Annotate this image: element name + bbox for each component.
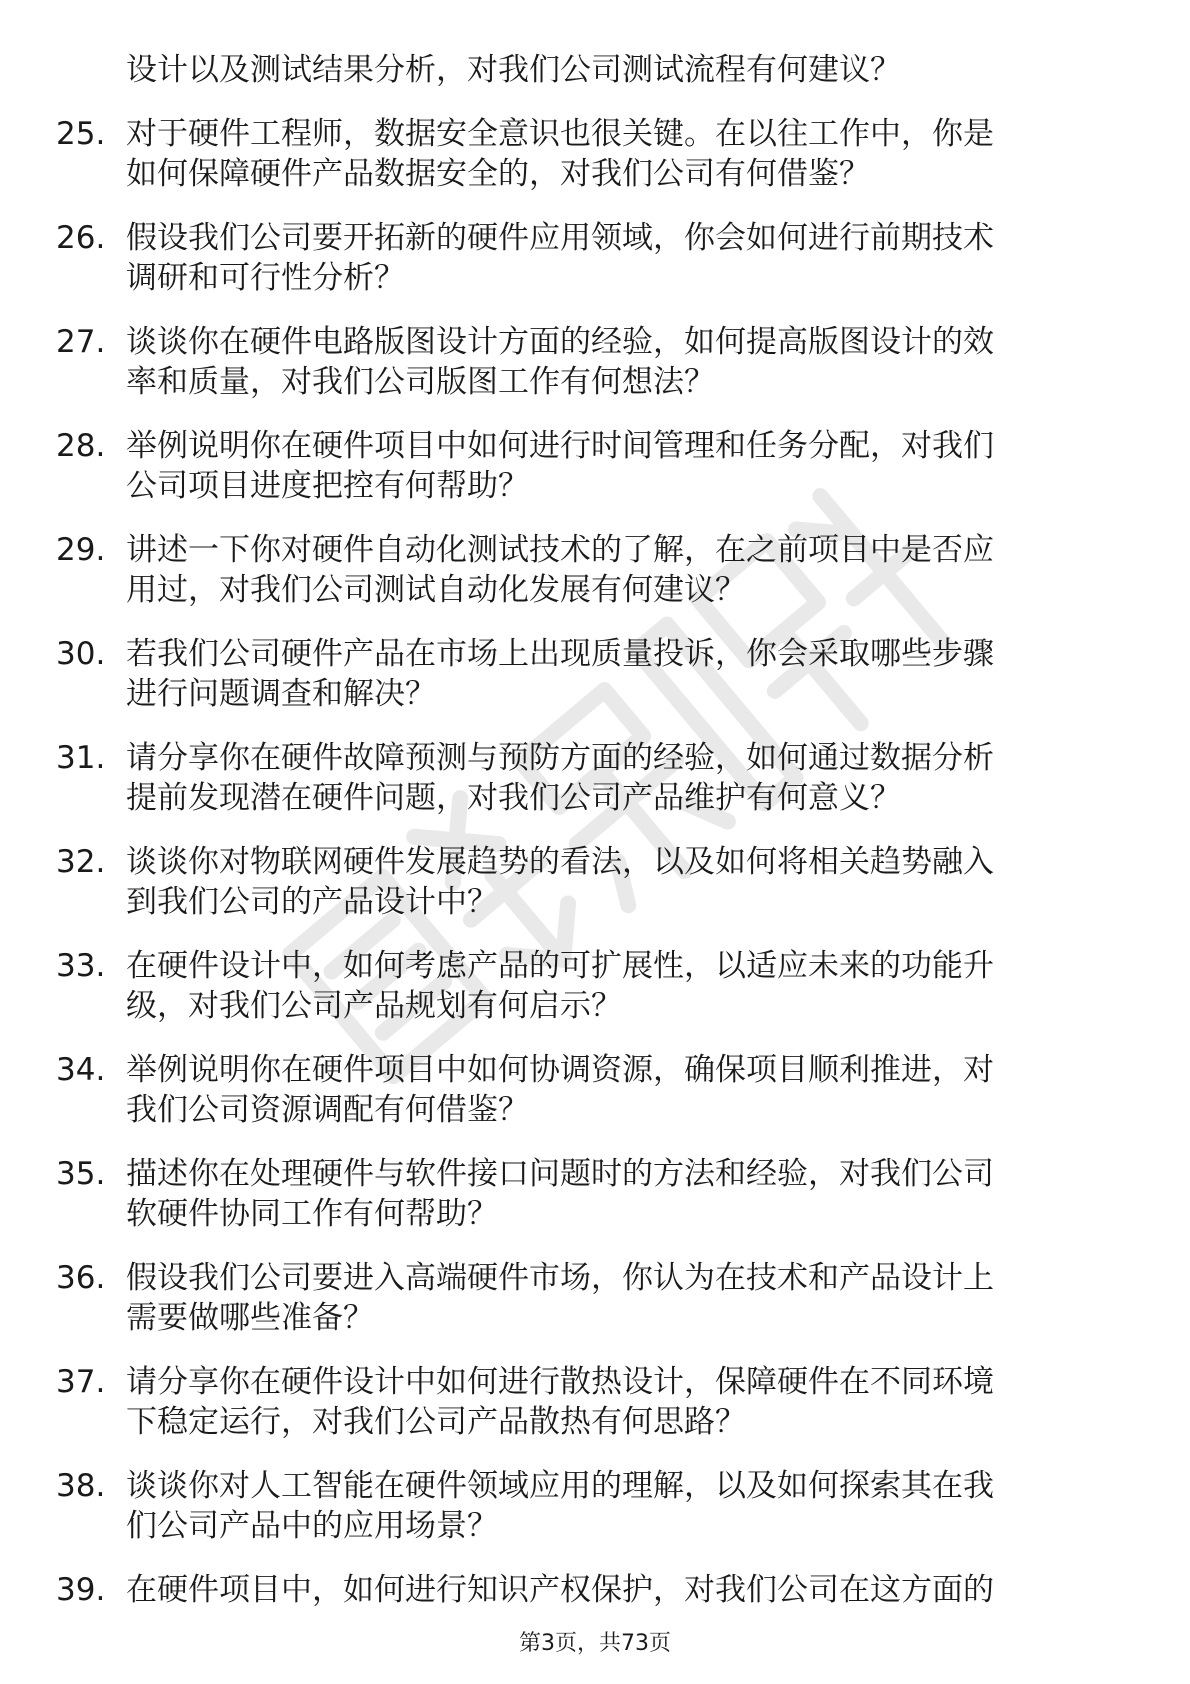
question-number: 31. [56,740,106,776]
question-text [126,530,1116,610]
question-line: 们公司产品中的应用场景？ [126,1508,498,1544]
question-text [126,1154,1116,1234]
question-line: 调研和可行性分析？ [126,260,405,296]
question-line: 率和质量，对我们公司版图工作有何想法？ [126,364,715,400]
question-line: 举例说明你在硬件项目中如何进行时间管理和任务分配，对我们 [126,428,994,464]
question-line: 描述你在处理硬件与软件接口问题时的方法和经验，对我们公司 [126,1156,994,1192]
question-number: 35. [56,1156,106,1192]
question-number: 39. [56,1572,106,1608]
question-text [126,738,1116,818]
list-item [56,114,1116,194]
question-text [126,1258,1116,1338]
question-text [126,114,1116,194]
question-number: 27. [56,324,106,360]
question-number: 30. [56,636,106,672]
page-number-footer: 第3页，共73页 [519,1631,671,1656]
question-line: 提前发现潜在硬件问题，对我们公司产品维护有何意义？ [126,780,901,816]
question-line: 谈谈你对人工智能在硬件领域应用的理解，以及如何探索其在我 [126,1468,994,1504]
question-number: 38. [56,1468,106,1504]
question-line: 谈谈你在硬件电路版图设计方面的经验，如何提高版图设计的效 [126,324,994,360]
question-line: 需要做哪些准备？ [126,1300,374,1336]
question-text [126,1050,1116,1130]
question-line: 举例说明你在硬件项目中如何协调资源，确保项目顺利推进，对 [126,1052,994,1088]
question-text [126,218,1116,298]
question-line: 假设我们公司要开拓新的硬件应用领域，你会如何进行前期技术 [126,220,994,256]
list-item [56,946,1116,1026]
list-item [56,322,1116,402]
question-line: 对于硬件工程师，数据安全意识也很关键。在以往工作中，你是 [126,116,994,152]
question-line: 用过，对我们公司测试自动化发展有何建议？ [126,572,746,608]
list-item [56,634,1116,714]
question-line: 我们公司资源调配有何借鉴？ [126,1092,529,1128]
question-text [126,1466,1116,1546]
question-number: 37. [56,1364,106,1400]
question-number: 26. [56,220,106,256]
question-line: 在硬件项目中，如何进行知识产权保护，对我们公司在这方面的 [126,1572,994,1608]
question-text [126,634,1116,714]
question-number: 32. [56,844,106,880]
question-line: 级，对我们公司产品规划有何启示？ [126,988,622,1024]
question-line: 假设我们公司要进入高端硬件市场，你认为在技术和产品设计上 [126,1260,994,1296]
question-text [126,322,1116,402]
question-line: 请分享你在硬件设计中如何进行散热设计，保障硬件在不同环境 [126,1364,994,1400]
question-line: 在硬件设计中，如何考虑产品的可扩展性，以适应未来的功能升 [126,948,994,984]
list-item [56,218,1116,298]
question-line: 讲述一下你对硬件自动化测试技术的了解，在之前项目中是否应 [126,532,994,568]
list-item [56,1050,1116,1130]
question-line: 谈谈你对物联网硬件发展趋势的看法，以及如何将相关趋势融入 [126,844,994,880]
questions-container [56,114,1116,1610]
question-line: 软硬件协同工作有何帮助？ [126,1196,498,1232]
question-text [126,426,1116,506]
question-number: 25. [56,116,106,152]
list-item [56,1258,1116,1338]
list-item [56,738,1116,818]
list-item [56,426,1116,506]
question-line: 若我们公司硬件产品在市场上出现质量投诉，你会采取哪些步骤 [126,636,994,672]
list-item [56,1362,1116,1442]
question-number: 29. [56,532,106,568]
question-line: 下稳定运行，对我们公司产品散热有何思路？ [126,1404,746,1440]
question-line: 进行问题调查和解决？ [126,676,436,712]
question-text [126,1362,1116,1442]
continuation-text: 设计以及测试结果分析，对我们公司测试流程有何建议？ [126,52,901,88]
list-item [56,1466,1116,1546]
question-line: 请分享你在硬件故障预测与预防方面的经验，如何通过数据分析 [126,740,994,776]
question-number: 36. [56,1260,106,1296]
question-line: 公司项目进度把控有何帮助？ [126,468,529,504]
question-text [126,842,1116,922]
question-number: 34. [56,1052,106,1088]
question-text [126,946,1116,1026]
question-line: 到我们公司的产品设计中？ [126,884,498,920]
question-line: 如何保障硬件产品数据安全的，对我们公司有何借鉴？ [126,156,870,192]
list-item [56,530,1116,610]
question-list [56,50,1116,1634]
question-number: 28. [56,428,106,464]
question-number: 33. [56,948,106,984]
list-item [56,1570,1116,1610]
list-item [56,842,1116,922]
list-item [56,1154,1116,1234]
question-text [126,1570,1116,1610]
